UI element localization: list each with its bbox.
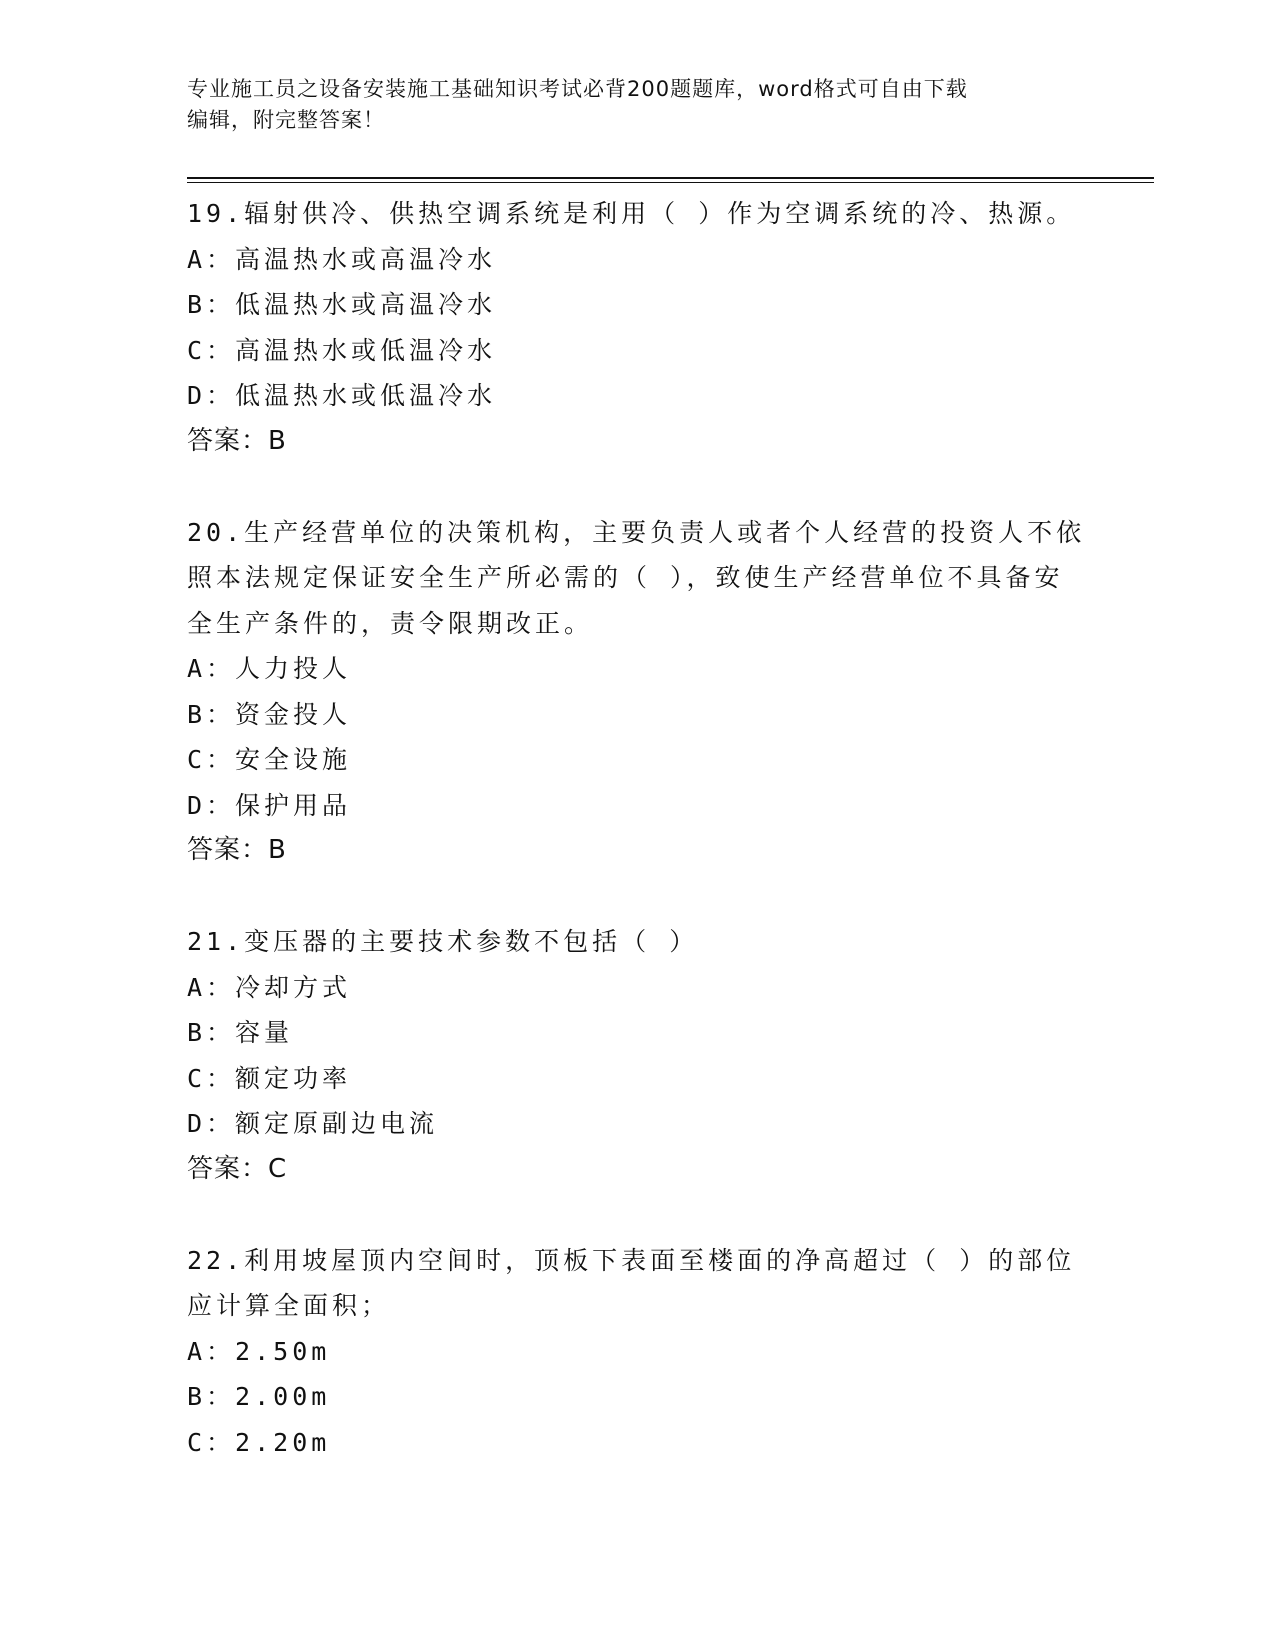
option-d: D：额定原副边电流 [187,1109,439,1138]
answer: 答案：C [187,1153,288,1184]
option-a: A：高温热水或高温冷水 [187,244,497,274]
question-22 [187,1238,1087,1466]
option-c: C：2.20m [187,1427,331,1457]
spacer [187,464,1087,510]
question-stem: 19.辐射供冷、供热空调系统是利用（ ）作为空调系统的冷、热源。 [187,199,1076,228]
question-20 [187,510,1087,874]
option-c: C：安全设施 [187,745,352,774]
header-title-line-2: 编辑，附完整答案！ [187,108,385,132]
document-header [187,74,1067,136]
option-d: D：低温热水或低温冷水 [187,381,497,410]
question-list [187,191,1087,1465]
answer: 答案：B [187,835,287,865]
question-stem: 22.利用坡屋顶内空间时，顶板下表面至楼面的净高超过（ ）的部位应计算全面积； [187,1245,1076,1320]
option-b: B：低温热水或高温冷水 [187,290,497,319]
option-c: C：额定功率 [187,1063,352,1093]
header-title-line-1: 专业施工员之设备安装施工基础知识考试必背200题题库，word格式可自由下载 [187,77,968,101]
option-c: C：高温热水或低温冷水 [187,335,497,365]
question-stem: 20.生产经营单位的决策机构，主要负责人或者个人经营的投资人不依照本法规定保证安全生产所必需的（ ），致使生产经营单位不具备安全生产条件的，责令限期改正。 [187,517,1086,638]
question-21 [187,919,1087,1192]
header-divider-thin [187,182,1154,183]
option-d: D：保护用品 [187,790,352,820]
question-stem: 21.变压器的主要技术参数不包括（ ） [187,927,699,956]
option-a: A：2.50m [187,1336,331,1366]
option-b: B：容量 [187,1018,294,1047]
option-a: A：冷却方式 [187,972,352,1002]
question-19 [187,191,1087,464]
option-a: A：人力投人 [187,654,352,683]
option-b: B：2.00m [187,1382,331,1411]
answer: 答案：B [187,425,287,456]
header-divider-thick [187,177,1154,179]
spacer [187,874,1087,920]
option-b: B：资金投人 [187,699,352,729]
spacer [187,1192,1087,1238]
